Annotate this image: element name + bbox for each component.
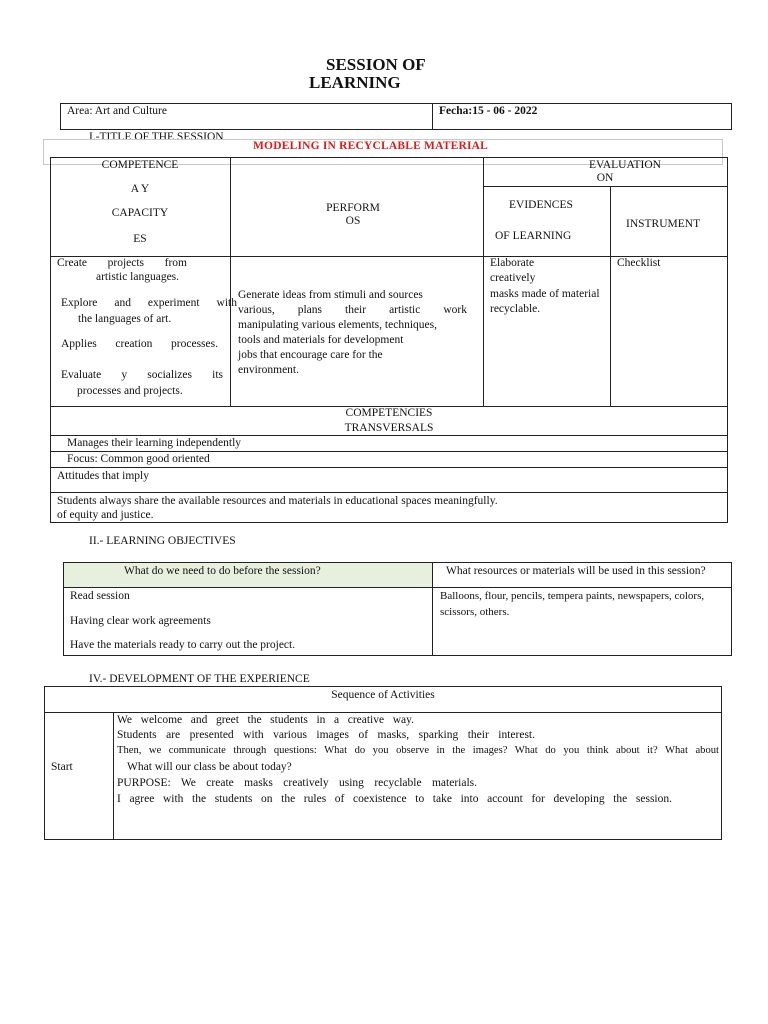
performance-header-line2: OS bbox=[345, 215, 361, 227]
document-title-line1: SESSION OF bbox=[326, 55, 426, 74]
materials-line: scissors, others. bbox=[440, 606, 510, 618]
activity-line: What will our class be about today? bbox=[127, 761, 292, 773]
materials-line: Balloons, flour, pencils, tempera paints, newspapers, colors, bbox=[440, 590, 705, 602]
fecha-value: 15 - 06 - 2022 bbox=[472, 105, 538, 117]
fecha-label: Fecha:15 - 06 - 2022 bbox=[439, 105, 538, 117]
capacity-item-cont: artistic languages. bbox=[96, 271, 180, 283]
phase-label: Start bbox=[51, 761, 73, 773]
instrument-value: Checklist bbox=[617, 257, 661, 269]
before-item: Having clear work agreements bbox=[70, 615, 211, 627]
capacity-item: Applies creation processes. bbox=[61, 338, 218, 350]
evidence-line: creatively bbox=[490, 272, 536, 284]
capacity-item: Explore and experiment with bbox=[61, 297, 237, 309]
activity-line: PURPOSE: We create masks creatively using recyclable materials. bbox=[117, 777, 477, 789]
attitudes-label: Attitudes that imply bbox=[57, 470, 149, 482]
performance-header: PERFORM bbox=[326, 202, 380, 214]
evidence-line: masks made of material bbox=[490, 288, 600, 300]
performance-line: jobs that encourage care for the bbox=[238, 349, 383, 361]
transversal-item: Manages their learning independently bbox=[67, 437, 242, 449]
capacity-header-line2: ES bbox=[133, 233, 147, 245]
area-label: Area: Art and Culture bbox=[67, 105, 167, 117]
activity-line: Then, we communicate through questions: What do you observe in the images? What do you think about it? What about bbox=[117, 745, 719, 756]
performance-line: manipulating various elements, techniques, bbox=[238, 319, 437, 331]
performance-line: environment. bbox=[238, 364, 299, 376]
capacity-header: CAPACITY bbox=[111, 207, 169, 219]
activity-line: We welcome and greet the students in a creative way. bbox=[117, 714, 414, 726]
before-item: Have the materials ready to carry out the project. bbox=[70, 639, 296, 651]
evaluation-header: EVALUATION bbox=[589, 159, 661, 171]
competence-header: COMPETENCE bbox=[101, 159, 179, 171]
section4-label: IV.- DEVELOPMENT OF THE EXPERIENCE bbox=[89, 673, 310, 685]
document-title-line2: LEARNING bbox=[309, 73, 401, 92]
evaluation-header-line2: ON bbox=[596, 172, 614, 184]
activity-line: Students are presented with various images of masks, sparking their interest. bbox=[117, 729, 535, 741]
capacity-item: Create projects from bbox=[57, 257, 187, 269]
section2-label: II.- LEARNING OBJECTIVES bbox=[89, 535, 236, 547]
capacity-item-cont: processes and projects. bbox=[77, 385, 183, 397]
evidence-line: Elaborate bbox=[490, 257, 535, 269]
section1-label: I.-TITLE OF THE SESSION bbox=[89, 131, 224, 143]
performance-line: tools and materials for development bbox=[238, 334, 404, 346]
evidences-header: EVIDENCES bbox=[509, 199, 573, 211]
instrument-header: INSTRUMENT bbox=[626, 218, 701, 230]
evidence-line: recyclable. bbox=[490, 303, 541, 315]
capacity-item-cont: the languages of art. bbox=[78, 313, 172, 325]
attitudes-text-cont: of equity and justice. bbox=[57, 509, 154, 521]
evidences-header-line2: OF LEARNING bbox=[495, 230, 572, 242]
objectives-col2-header: What resources or materials will be used in this session? bbox=[446, 565, 706, 577]
session-title: MODELING IN RECYCLABLE MATERIAL bbox=[253, 140, 489, 152]
transversal-header: COMPETENCIES bbox=[345, 407, 433, 419]
objectives-col1-header: What do we need to do before the session? bbox=[124, 565, 321, 577]
transversal-header-line2: TRANSVERSALS bbox=[344, 422, 434, 434]
competence-header-line2: A Y bbox=[130, 183, 150, 195]
attitudes-text: Students always share the available resources and materials in educational spaces meaningfully. bbox=[57, 495, 498, 507]
capacity-item: Evaluate y socializes its bbox=[61, 369, 223, 381]
performance-line: Generate ideas from stimuli and sources bbox=[238, 289, 423, 301]
performance-line: various, plans their artistic work bbox=[238, 304, 467, 316]
sequence-header: Sequence of Activities bbox=[331, 689, 435, 701]
activity-line: I agree with the students on the rules of coexistence to take into account for developing the session. bbox=[117, 793, 672, 805]
before-item: Read session bbox=[70, 590, 130, 602]
transversal-item: Focus: Common good oriented bbox=[67, 453, 210, 465]
